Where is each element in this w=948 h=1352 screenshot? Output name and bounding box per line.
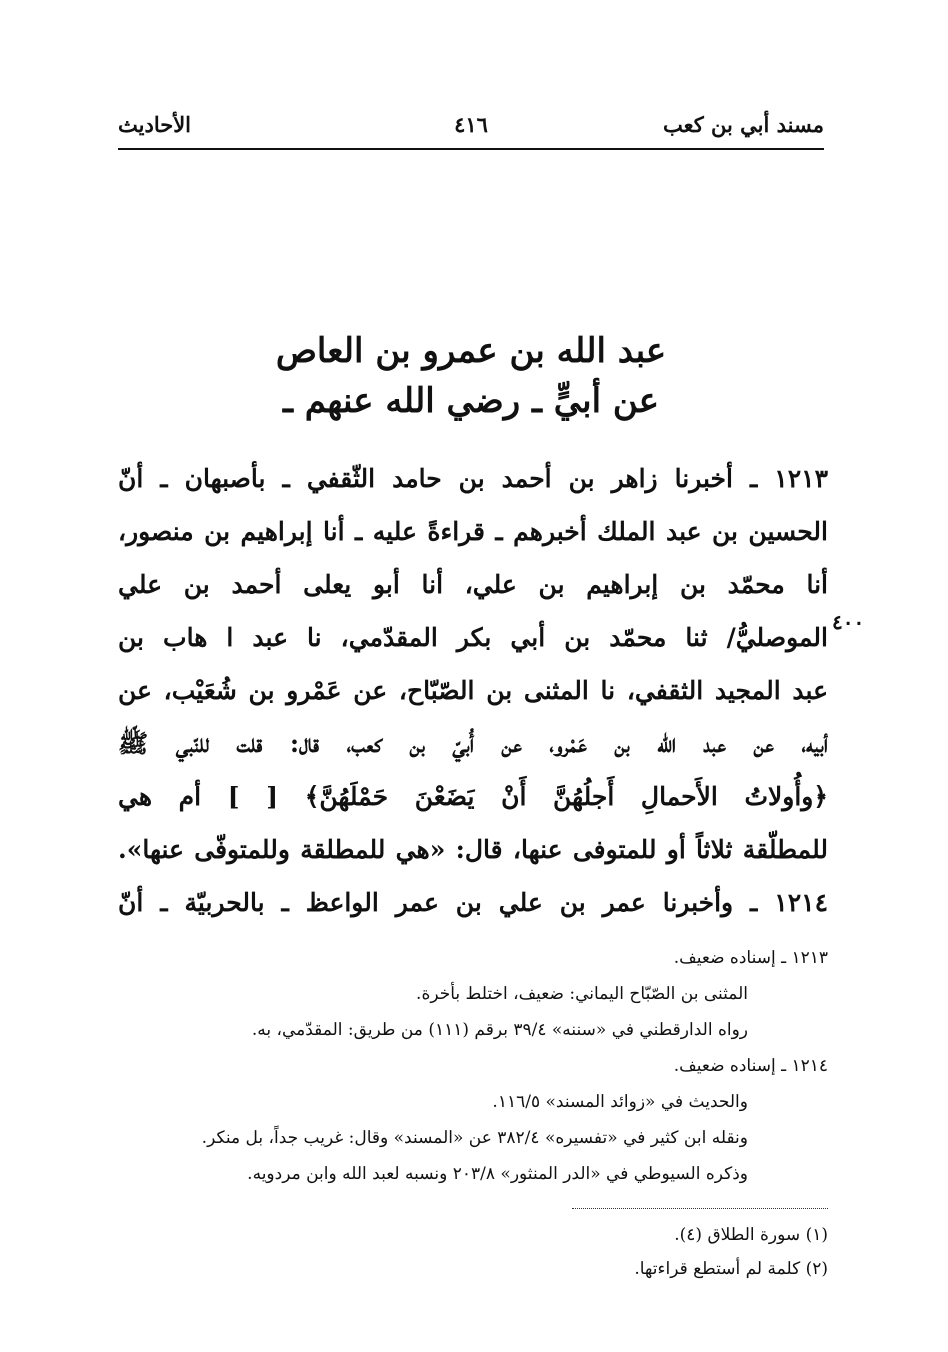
chapter-title [118, 326, 824, 426]
running-header [118, 112, 824, 144]
footnote-line: ونقله ابن كثير في «تفسيره» ٣٨٢/٤ عن «المسند» وقال: غريب جداً، بل منكر. [201, 1128, 748, 1148]
text-line: عبد المجيد الثقفي، نا المثنى بن الصّبّاح، عن عَمْرو بن شُعَيْب، عن [118, 676, 828, 705]
footnote-line: ١٢١٤ ـ إسناده ضعيف. [673, 1056, 828, 1076]
text-line: الحسين بن عبد الملك أخبرهم ـ قراءةً عليه ـ أنا إبراهيم بن منصور، [118, 517, 828, 546]
notes-divider [572, 1208, 828, 1209]
header-page-number: ٤١٦ [454, 112, 488, 137]
text-line: أنا محمّد بن إبراهيم بن علي، أنا أبو يعلى أحمد بن علي [118, 570, 828, 599]
header-book-title: مسند أبي بن كعب [662, 112, 824, 137]
header-rule [118, 148, 824, 150]
header-section: الأحاديث [118, 112, 192, 137]
text-line: ﴿وأُولاتُ الأَحمالِ أَجلُهُنَّ أَنْ يَضَعْنَ حَمْلَهُنَّ﴾ [ ] أم هي [118, 782, 828, 811]
footnote-line: وذكره السيوطي في «الدر المنثور» ٢٠٣/٨ ونسبه لعبد الله وابن مردويه. [247, 1164, 748, 1184]
margin-page-number: ٤٠٠ [832, 610, 865, 634]
text-line: أبيه، عن عبد الله بن عَمْرو، عن أُبيّ بن كعب، قال: قلت للنّبي ﷺ [118, 729, 828, 758]
text-line: للمطلّقة ثلاثاً أو للمتوفى عنها، قال: «هي للمطلقة وللمتوفّى عنها». [118, 835, 828, 864]
chapter-title-line-2: عن أبيٍّ ـ رضي الله عنهم ـ [282, 381, 660, 421]
text-line: ١٢١٣ ـ أخبرنا زاهر بن أحمد بن حامد الثّقفي ـ بأصبهان ـ أنّ [118, 464, 828, 493]
note-line: (٢) كلمة لم أستطع قراءتها. [634, 1259, 828, 1279]
note-line: (١) سورة الطلاق (٤). [674, 1225, 828, 1245]
footnote-line: رواه الدارقطني في «سننه» ٣٩/٤ برقم (١١١) من طريق: المقدّمي، به. [251, 1020, 748, 1040]
main-text [118, 452, 828, 929]
footnote-line: والحديث في «زوائد المسند» ١١٦/٥. [492, 1092, 748, 1112]
numbered-notes [118, 1218, 828, 1286]
text-line: الموصليُّ/ ثنا محمّد بن أبي بكر المقدّمي، نا عبد ا هاب بن [118, 623, 828, 652]
commentary-footnotes [118, 940, 828, 1192]
footnote-line: المثنى بن الصّبّاح اليماني: ضعيف، اختلط بأخرة. [416, 984, 748, 1004]
footnote-line: ١٢١٣ ـ إسناده ضعيف. [673, 948, 828, 968]
chapter-title-line-1: عبد الله بن عمرو بن العاص [275, 331, 667, 371]
text-line: ١٢١٤ ـ وأخبرنا عمر بن علي بن عمر الواعظ ـ بالحربيّة ـ أنّ [118, 888, 828, 917]
